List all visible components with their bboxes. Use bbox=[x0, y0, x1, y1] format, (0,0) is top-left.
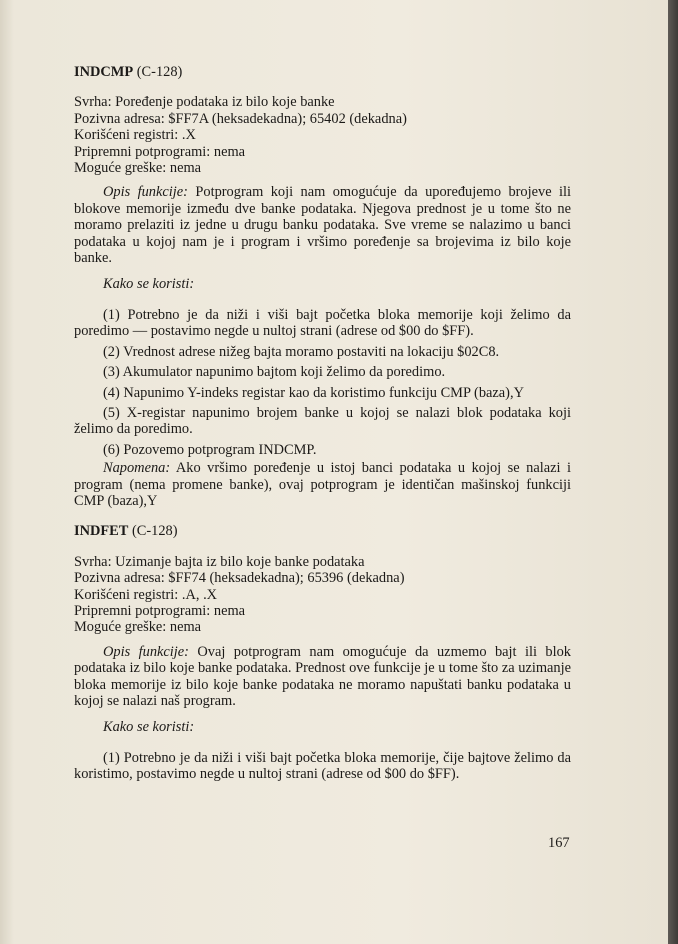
section-heading-indcmp bbox=[74, 64, 571, 80]
section-machine: (C-128) bbox=[131, 523, 178, 540]
usage-step: (6) Pozovemo potprogram INDCMP. bbox=[103, 441, 317, 458]
usage-step: (3) Akumulator napunimo bajtom koji želimo da poredimo. bbox=[103, 364, 446, 381]
meta-errors: Moguće greške: nema bbox=[74, 160, 202, 177]
note-label: Napomena: bbox=[103, 460, 171, 477]
note-text: Ako vršimo poređenje u istoj banci podataka u kojoj se nalazi i program (nema promene banke), ovaj potprogram je identičan mašinskoj funkciji CMP (baza),Y bbox=[74, 460, 571, 509]
section-meta bbox=[74, 94, 571, 176]
meta-purpose: Svrha: Poređenje podataka iz bilo koje banke bbox=[74, 94, 335, 111]
description-label: Opis funkcije: bbox=[103, 184, 188, 201]
usage-heading: Kako se koristi: bbox=[103, 276, 195, 293]
description-text: Ovaj potprogram nam omogućuje da uzmemo bajt ili blok podataka iz bilo koje banke podataka. Prednost ove funkcije je u tome što za uzimanje bloka memorije iz bilo koje banke podataka ne moramo napuštati banku podataka u kojoj se nalazi naš program. bbox=[74, 643, 571, 709]
page-number: 167 bbox=[548, 835, 570, 851]
usage-step: (4) Napunimo Y-indeks registar kao da koristimo funkciju CMP (baza),Y bbox=[103, 384, 524, 401]
page-content bbox=[74, 64, 571, 783]
usage-step: (1) Potrebno je da niži i viši bajt početka bloka memorije, čije bajtove želimo da koristimo, postavimo negde u nultoj strani (adrese od $00 do $FF). bbox=[74, 749, 571, 783]
meta-address: Pozivna adresa: $FF7A (heksadekadna); 65402 (dekadna) bbox=[74, 110, 407, 127]
meta-errors: Moguće greške: nema bbox=[74, 619, 202, 636]
note bbox=[74, 460, 571, 509]
section-heading-indfet bbox=[74, 523, 571, 539]
function-description bbox=[74, 644, 571, 710]
meta-prereq: Pripremni potprogrami: nema bbox=[74, 602, 246, 619]
section-meta bbox=[74, 554, 571, 636]
description-label: Opis funkcije: bbox=[103, 643, 189, 660]
section-title: INDCMP bbox=[74, 64, 134, 80]
meta-purpose: Svrha: Uzimanje bajta iz bilo koje banke podataka bbox=[74, 553, 365, 570]
meta-prereq: Pripremni potprogrami: nema bbox=[74, 143, 246, 160]
meta-registers: Korišćeni registri: .X bbox=[74, 127, 196, 144]
description-text: Potprogram koji nam omogućuje da upoređujemo brojeve ili blokove memorije između dve banke podataka. Njegova prednost je u tome što ne moramo prelaziti iz jedne u drugu banku podataka. Sve vreme se nalazimo u banci podataka u kojoj nam je i program i vršimo poređenje sa brojevima iz bilo koje banke. bbox=[74, 184, 572, 267]
usage-heading: Kako se koristi: bbox=[103, 719, 195, 736]
meta-address: Pozivna adresa: $FF74 (heksadekadna); 65396 (dekadna) bbox=[74, 570, 405, 587]
function-description bbox=[74, 184, 571, 266]
usage-step: (1) Potrebno je da niži i viši bajt početka bloka memorije koji želimo da poredimo — postavimo negde u nultoj strani (adrese od $00 do $FF). bbox=[74, 306, 571, 340]
section-machine: (C-128) bbox=[136, 64, 183, 80]
page-edge-shadow bbox=[668, 0, 678, 944]
meta-registers: Korišćeni registri: .A, .X bbox=[74, 586, 218, 603]
usage-step: (5) X-registar napunimo brojem banke u kojoj se nalazi blok podataka koji želimo da poredimo. bbox=[74, 404, 571, 438]
section-title: INDFET bbox=[74, 523, 129, 540]
usage-step: (2) Vrednost adrese nižeg bajta moramo postaviti na lokaciju $02C8. bbox=[103, 343, 500, 360]
